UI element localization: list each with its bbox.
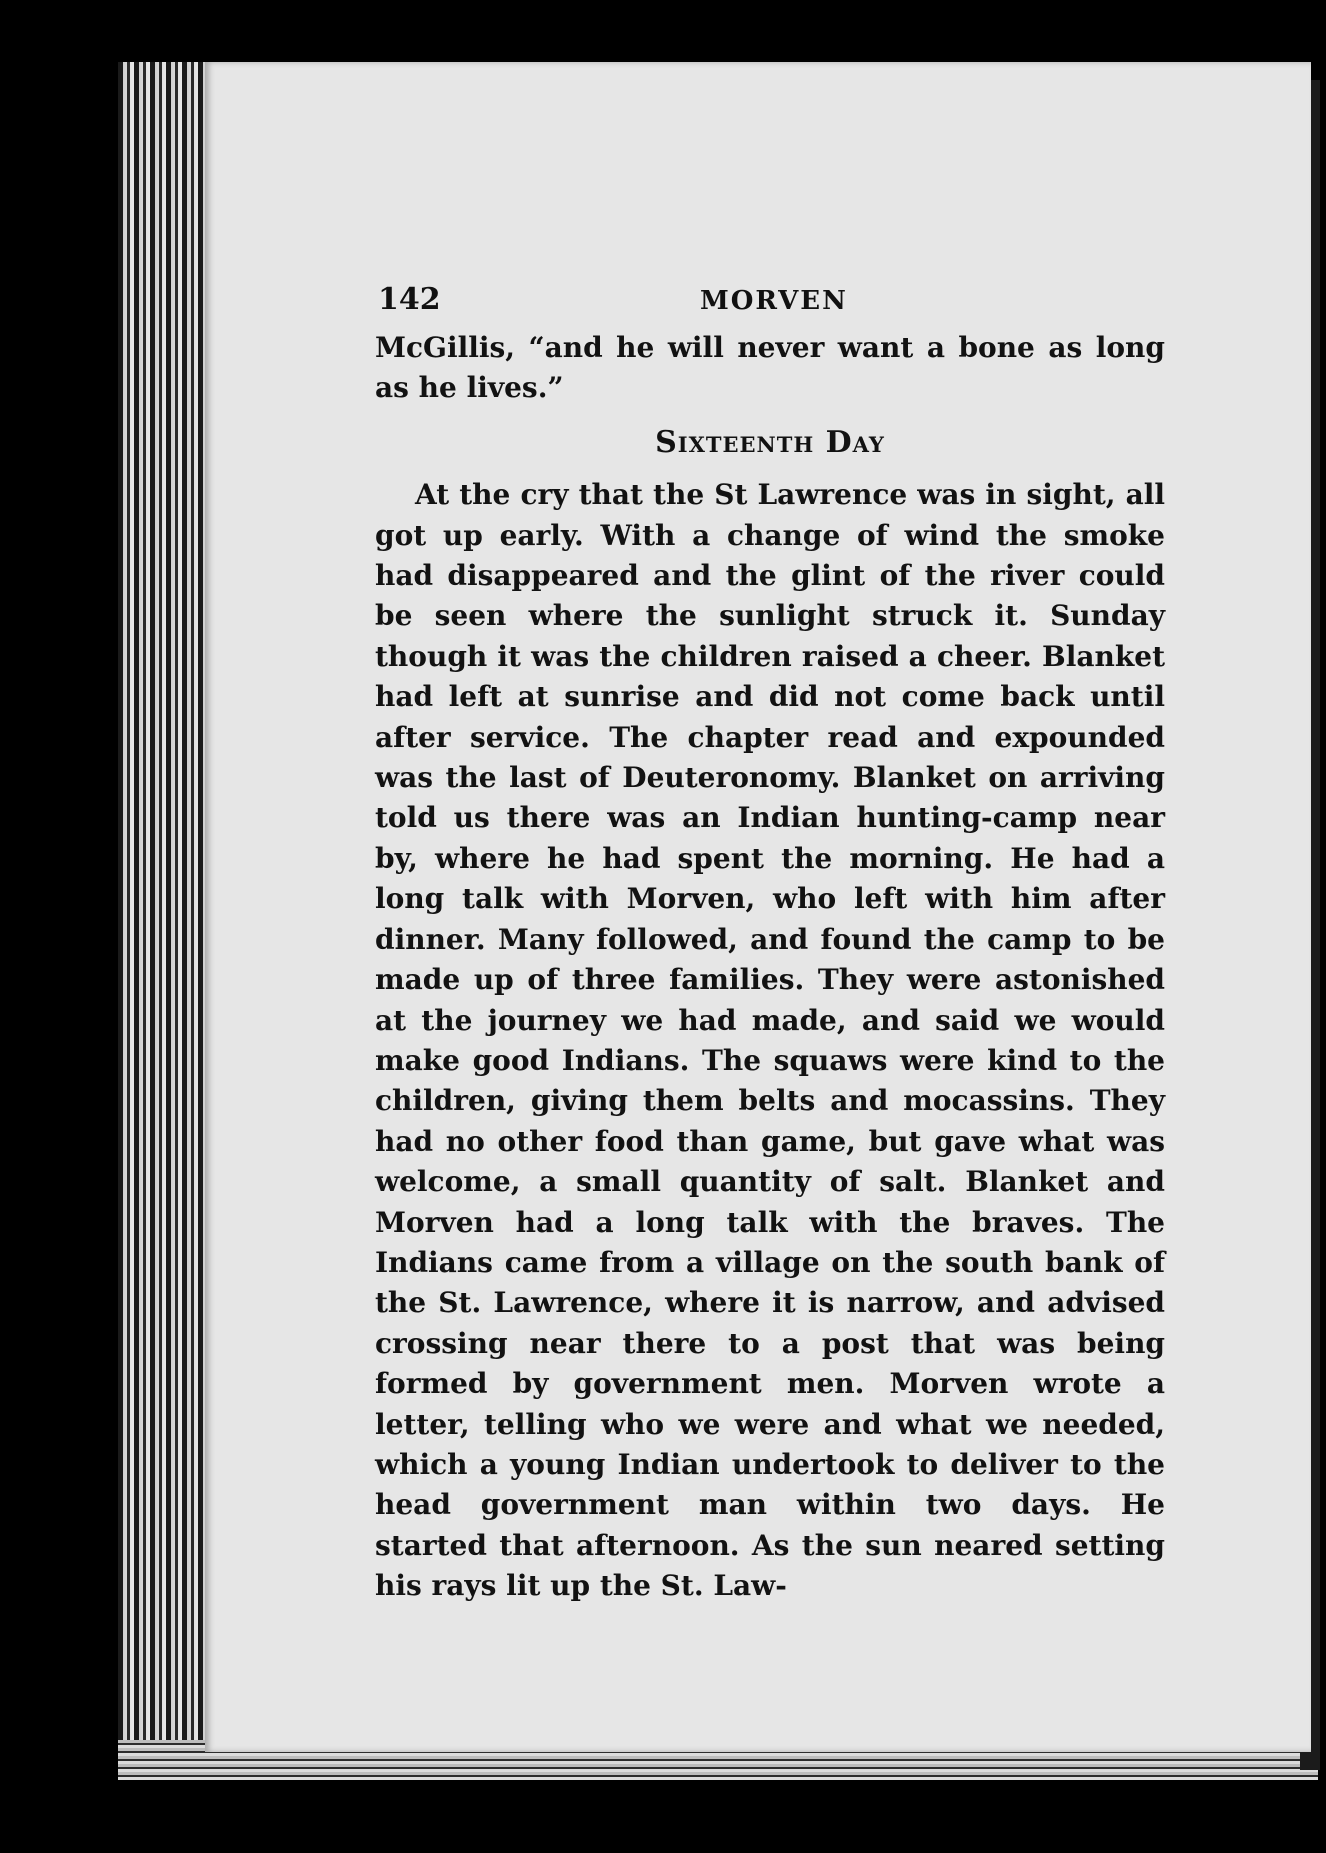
running-head: MORVEN — [700, 286, 848, 316]
page-header — [378, 282, 1168, 324]
opening-paragraph: McGillis, “and he will never want a bone as long as he lives.” — [375, 331, 1165, 405]
body-text — [375, 328, 1165, 1607]
section-heading: Sixteenth Day — [655, 424, 885, 460]
page-number: 142 — [378, 282, 441, 317]
main-paragraph: At the cry that the St Lawrence was in sight, all got up early. With a change of wind the smoke had disappeared and the glint of the river could be seen where the sunlight struck it. Sunday though it was the children raised a cheer. Blanket had left at sunrise and did not come back until after service. The chapter read and expounded was the last of Deuteronomy. Blanket on arriving told us there was an Indian hunting-camp near by, where he had spent the morning. He had a long talk with Morven, who left with him after dinner. Many followed, and found the camp to be made up of three families. They were astonished at the journey we had made, and said we would make good Indians. The squaws were kind to the children, giving them belts and mocassins. They had no other food than game, but gave what was welcome, a small quantity of salt. Blanket and Morven had a long talk with the braves. The Indians came from a village on the south bank of the St. Lawrence, where it is narrow, and advised crossing near there to a post that was being formed by government men. Morven wrote a letter, telling who we were and what we needed, which a young Indian undertook to deliver to the head government man within two days. He started that afternoon. As the sun neared setting his rays lit up the St. Law- — [375, 478, 1165, 1603]
page-edges-stack — [118, 62, 218, 1762]
